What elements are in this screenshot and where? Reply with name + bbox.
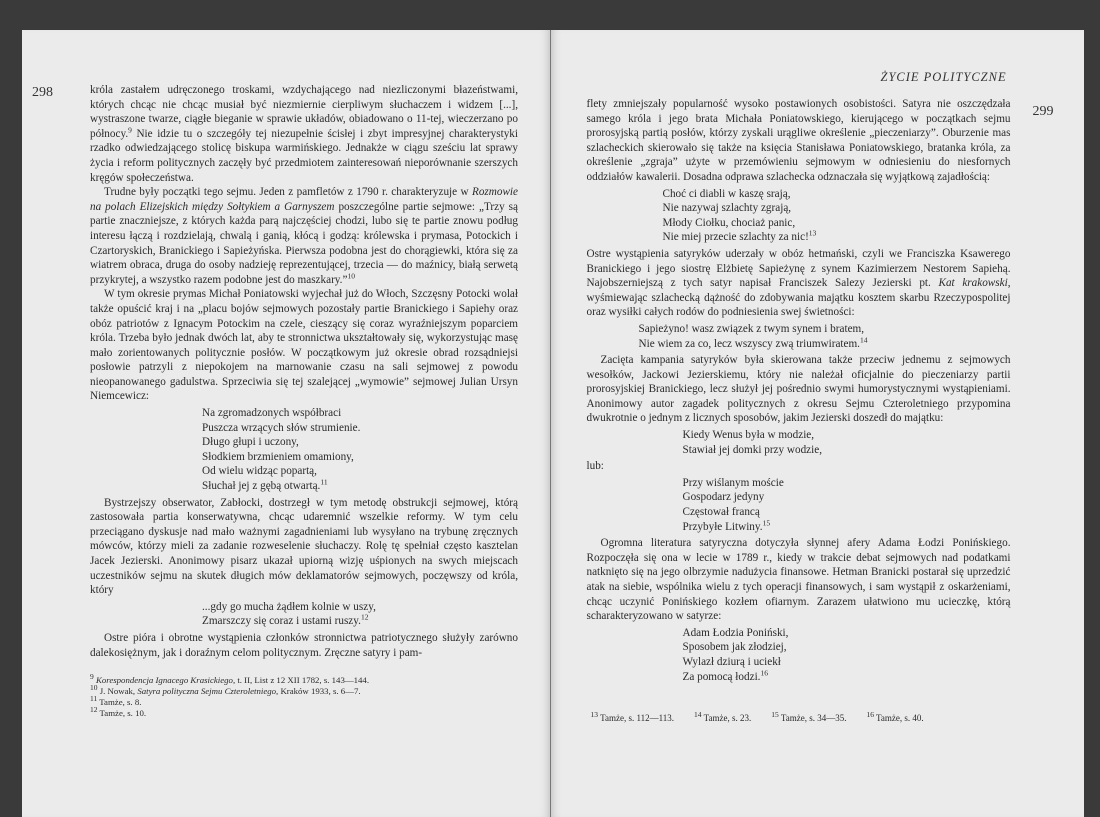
footnote: 12 Tamże, s. 10. bbox=[90, 705, 147, 718]
paragraph: Trudne były początki tego sejmu. Jeden z pamfletów z 1790 r. charakteryzuje w Rozmowie na polach Elizejskich między Sołtykiem a Garnyszem poszczególne partie sejmowe: „Trzy są partie znaczniejsze, z których każda parą najczęściej chodzi, lubo się te partie znowu podług interesu łączą i rozdzielają, chwalą i ganią, kłócą i godzą: królewska i prymasa, Potockich i Czartoryskich, Branickiego i Sapieżyńska. Pierwsza podobna jest do chorągiewki, która się za wiatrem obraca, druga do osoby nadzieję reprezentującej, trzecia — do maźnicy, białą serwetą przykrytej, a wszystko razem podobne jest do maszkary.”$^{10}$ bbox=[90, 186, 518, 286]
footnote: $^{14}$ Tamże, s. 23. bbox=[694, 710, 752, 723]
paragraph: Zacięta kampania satyryków była skierowana także przeciw jednemu z sejmowych wesołków, Jackowi Jezierskiemu, który nie należał oficjalnie do pieczeniarzy partii prorosyjskiej Branickiego, lecz służył jej pośrednio swymi humorystycznymi wystąpieniami. Anonimowy autor zagadek politycznych z okresu Sejmu Czteroletniego przypomina dwukrotnie o jednym z licznych sposobów, jakim Jezierski doszedł do majątku: bbox=[586, 354, 1011, 425]
verse: Choć ci diabli w kaszę srają, Nie nazywaj szlachty zgrają, Młody Ciołku, chociaż panic, Nie miej przecie szlachty za nic!$^{13}$ bbox=[662, 187, 817, 244]
footnote-ref: 9 bbox=[128, 125, 132, 135]
footnote: 9 Korespondencja Ignacego Krasickiego, t. II, List z 12 XII 1782, s. 143—144. bbox=[90, 672, 370, 685]
book-spread bbox=[22, 30, 1084, 817]
paragraph: flety zmniejszały popularność wysoko postawionych osobistości. Satyra nie oszczędzała samego króla i jego brata Michała Poniatowskiego, kierującego w początkach sejmu prorosyjską partią posłów, którzy zyskali urągliwe określenie „pieczeniarzy”. Oburzenie mas szlacheckich skierowało się także na księcia Stanisława Poniatowskiego, bratanka króla, za określenie „zgraja” użyte w przemówieniu sejmowym w odniesieniu do niesfornych oddziałów kawalerii. Dosadna odprawa szlachecka odznaczała się wyjątkową zajadłością: bbox=[586, 98, 1011, 183]
footnote-ref: 10 bbox=[347, 270, 355, 280]
running-head: ŻYCIE POLITYCZNE bbox=[880, 70, 1007, 84]
footnote-ref: 15 bbox=[762, 517, 771, 527]
footnote-ref: 11 bbox=[320, 477, 328, 487]
paragraph: W tym okresie prymas Michał Poniatowski wyjechał już do Włoch, Szczęsny Potocki wolał także opuścić kraj i na „placu bojów sejmowych pozostały partie Branickiego i Sapiehy oraz obóz patriotów z Ignacym Potockim na czele, cieszący się coraz wyraźniejszym poparciem króla. Trzeba było jednak dwóch lat, aby te stronnictwa ukształtowały się, wykorzystując masę mało zorientowanych politycznie posłów. W początkowym już okresie obrad rozsądniejsi posłowie patrzyli z niepokojem na marnowanie czasu na sali sejmowej z powodu nieopanowanego gadulstwa. Sprzeciwia się tej szalejącej „wymowie” sejmowej Julian Ursyn Niemcewicz: bbox=[90, 288, 518, 403]
left-page bbox=[22, 30, 551, 817]
footnotes bbox=[590, 710, 1021, 723]
footnote: 10 J. Nowak, Satyra polityczna Sejmu Czteroletniego, Kraków 1933, s. 6—7. bbox=[90, 683, 361, 696]
verse: Kiedy Wenus była w modzie, Stawiał jej domki przy wodzie, bbox=[682, 429, 822, 456]
paragraph: Ostre wystąpienia satyryków uderzały w obóz hetmański, czyli we Franciszka Ksawerego Branickiego i jego siostrę Elżbietę Sapieżynę z synem Kazimierzem Nestorem Sapiehą. Najobszerniejszą z tych satyr napisał Franciszek Salezy Jezierski pt. Kat krakowski, wyśmiewając szlachecką dążność do zdobywania majątku kosztem skarbu Rzeczypospolitej oraz wysiłki całych rodów do podniesienia swej świetności: bbox=[586, 247, 1011, 319]
paragraph: Ostre pióra i obrotne wystąpienia członków stronnictwa patriotycznego służyły zarówno dalekosiężnym, jak i doraźnym celom politycznym. Zręczne satyry i pam- bbox=[90, 631, 518, 659]
footnote-ref: 12 bbox=[360, 612, 369, 622]
right-page bbox=[551, 30, 1085, 817]
paragraph: Bystrzejszy obserwator, Zabłocki, dostrzegł w tym metodę obstrukcji sejmowej, którą zastosowała partia konserwatywna, chcąc udaremnić wszelkie reformy. W tym celu przeciągano dyskusje nad mało ważnymi zagadnieniami lub wysyłano na trybunę zręcznych mówców, którzy mieli za zadanie rozweselenie słuchaczy. Rolę tę spełniał często kasztelan Jacek Jezierski. Anonimowy pisarz ukazał upiorną wizję uśpionych na swych miejscach uczestników sejmu na skutek długich mów deklamatorów sejmowych, poczęwszy od króla, który bbox=[90, 496, 518, 597]
footnote-ref: 16 bbox=[760, 667, 768, 677]
verse: Przy wiślanym moście Gospodarz jedyny Częstował francą Przybyłe Litwiny.$^{15}$ bbox=[682, 476, 784, 533]
verse: Na zgromadzonych współbraci Puszcza wrzących słów strumienie. Długo głupi i uczony, Słodkiem brzmieniem omamiony, Od wielu widząc popartą, Słuchał jej z gębą otwartą.$^{11}$ bbox=[202, 407, 361, 493]
footnote-ref: 14 bbox=[859, 334, 868, 344]
verse: Sapieżyno! wasz związek z twym synem i bratem, Nie wiem za co, lecz wszyscy zwą triumwiratem.$^{14}$ bbox=[638, 322, 868, 350]
page-number: 298 bbox=[32, 85, 53, 100]
page-number: 299 bbox=[1032, 104, 1054, 119]
footnote-ref: 13 bbox=[808, 228, 817, 238]
footnote: $^{13}$ Tamże, s. 112—113. bbox=[590, 710, 675, 723]
footnote: 11 Tamże, s. 8. bbox=[90, 694, 142, 707]
verse: Adam Łodzia Poniński, Sposobem jak złodziej, Wylazł dziurą i uciekł Za pomocą łodzi.$^{16}$ bbox=[682, 626, 789, 683]
lub-label: lub: bbox=[586, 460, 604, 473]
footnotes bbox=[90, 672, 520, 719]
paragraph: Ogromna literatura satyryczna dotyczyła słynnej afery Adama Łodzi Ponińskiego. Rozpoczęła się ona w lecie w 1789 r., kiedy w trakcie debat sejmowych nad podatkami natknięto się na jego olbrzymie nadużycia finansowe. Hetman Branicki postarał się uprzedzić atak na siebie, wspólnika wielu z tych operacji finansowych, i sam wystąpił z oskarżeniami, chcąc uczynić Ponińskiego kozłem ofiarnym. Zarazem ułatwiono mu ucieczkę, którą scharakteryzowano w satyrze: bbox=[586, 537, 1011, 623]
footnote: $^{16}$ Tamże, s. 40. bbox=[866, 710, 924, 723]
paragraph: króla zastałem udręczonego troskami, wzdychającego nad niezliczonymi błazeństwami, których chcąc nie chcąc musiał być niezmiernie cierpliwym słuchaczem i widzem [...], wystraszone twarze, ciągłe bieganie w sprawie układów, obiadowano o 11-tej, wieczerzano po północy.$^9$ Nie idzie tu o szczegóły tej niezupełnie ścisłej i zbyt impresyjnej charakterystyki rzadko odwiedzającego stolicę biskupa warmińskiego. Jednakże w ciągu sześciu lat sprawy życia i reform politycznych zaczęły być przedmiotem zainteresowań nieporównanie szerszych kręgów społeczeństwa. bbox=[90, 84, 518, 184]
footnote: $^{15}$ Tamże, s. 34—35. bbox=[771, 710, 847, 723]
left-text-block bbox=[90, 83, 518, 660]
right-text-block bbox=[587, 97, 1011, 686]
gutter bbox=[550, 30, 551, 817]
verse: ...gdy go mucha żądłem kolnie w uszy, Zmarszczy się coraz i ustami ruszy.$^{12}$ bbox=[202, 600, 376, 628]
